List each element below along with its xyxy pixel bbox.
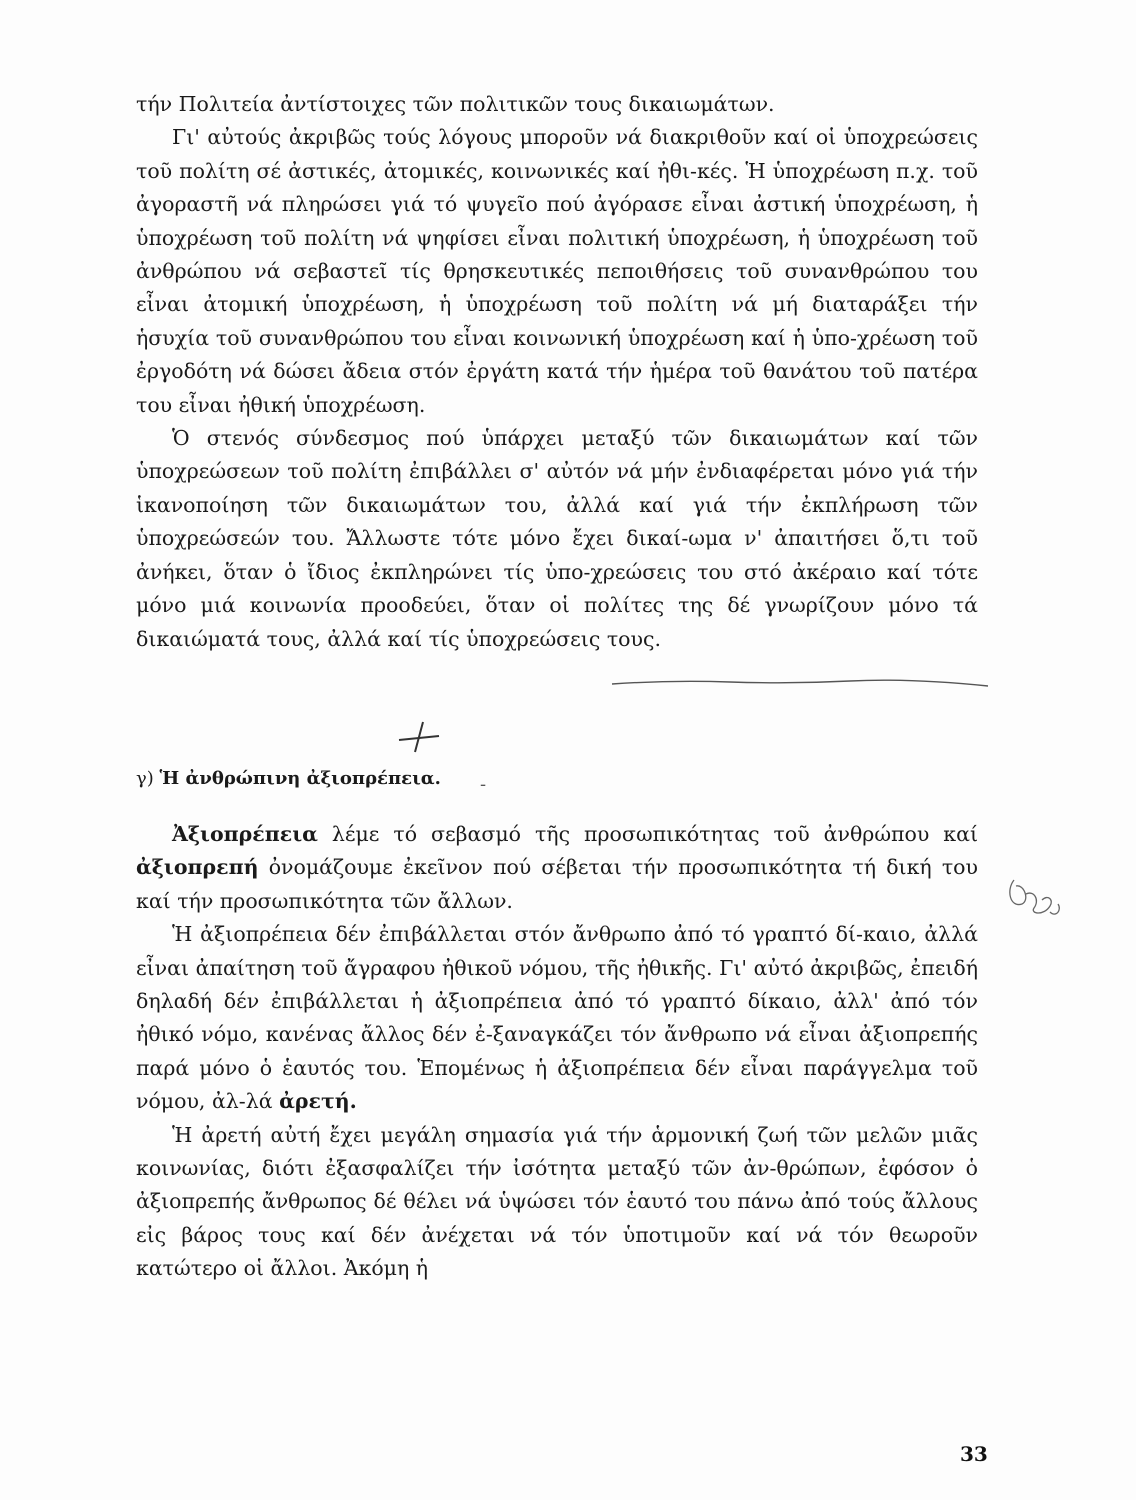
definition-middle: λέμε τό σεβασμό τῆς προσωπικότητας τοῦ ἀνθρώπου καί [317,822,978,846]
paragraph-continuation: τήν Πολιτεία ἀντίστοιχες τῶν πολιτικῶν τους δικαιωμάτων. [136,92,775,116]
paragraph-dignity-moral-law [136,918,978,1118]
section-heading [136,768,441,789]
paragraph-obligations-types: Γι' αὐτούς ἀκριβῶς τούς λόγους μποροῦν νά διακριθοῦν καί οἱ ὑποχρεώσεις τοῦ πολίτη σέ ἀστικές, ἀτομικές, κοινωνικές καί ἠθι-κές. Ἡ ὑποχρέωση π.χ. τοῦ ἀγοραστῆ νά πληρώσει γιά τό ψυγεῖο πού ἀγόρασε εἶναι ἀστική ὑποχρέωση, ἡ ὑποχρέωση τοῦ πολίτη νά ψηφίσει εἶναι πολιτική ὑποχρέωση, ἡ ὑποχρέωση τοῦ ἀνθρώπου νά σεβαστεῖ τίς θρησκευτικές πεποιθήσεις τοῦ συνανθρώπου του εἶναι ἀτομική ὑποχρέωση, ἡ ὑποχρέωση τοῦ πολίτη νά μή διαταράξει τήν ἡσυχία τοῦ συνανθρώπου του εἶναι κοινωνική ὑποχρέωση καί ἡ ὑπο-χρέωση τοῦ ἐργοδότη νά δώσει ἄδεια στόν ἐργάτη κατά τήν ἡμέρα τοῦ θανάτου τοῦ πατέρα του εἶναι ἠθική ὑποχρέωση. [136,125,978,417]
pencil-underline-mark [610,668,990,692]
definition-end: ὀνομάζουμε ἐκεῖνον πού σέβεται τήν προσωπικότητα τή δική του καί τήν προσωπικότητα τῶν ἄλλων. [136,855,978,913]
moral-law-text: Ἡ ἀξιοπρέπεια δέν ἐπιβάλλεται στόν ἄνθρωπο ἀπό τό γραπτό δί-καιο, ἀλλά εἶναι ἀπαίτηση τοῦ ἄγραφου ἠθικοῦ νόμου, τῆς ἠθικῆς. Γι' αὐτό ἀκριβῶς, ἐπειδή δηλαδή δέν ἐπιβάλλεται ἡ ἀξιοπρέπεια ἀπό τό γραπτό δίκαιο, ἀλλ' ἀπό τόν ἠθικό νόμο, κανένας ἄλλος δέν ἐ-ξαναγκάζει τόν ἄνθρωπο νά εἶναι ἀξιοπρεπής παρά μόνο ὁ ἑαυτός του. Ἑπομένως ἡ ἀξιοπρέπεια δέν εἶναι παράγγελμα τοῦ νόμου, ἀλ-λά [136,922,978,1114]
term-axioprepis: ἀξιοπρεπή [136,855,259,880]
margin-initials-scribble [1000,860,1070,930]
pencil-cross-mark [395,718,443,754]
page-number: 33 [960,1442,988,1466]
paragraph-dignity-definition [136,818,978,918]
paragraph-virtue-importance: Ἡ ἀρετή αὐτή ἔχει μεγάλη σημασία γιά τήν ἁρμονική ζωή τῶν μελῶν μιᾶς κοινωνίας, διότι ἐξασφαλίζει τήν ἰσότητα μεταξύ τῶν ἀν-θρώπων, ἐφόσον ὁ ἀξιοπρεπής ἄνθρωπος δέ θέλει νά ὑψώσει τόν ἑαυτό του πάνω ἀπό τούς ἄλλους εἰς βάρος τους καί δέν ἀνέχεται νά τόν ὑποτιμοῦν καί νά τόν θεωροῦν κατώτερο οἱ ἄλλοι. Ἀκόμη ἡ [136,1122,978,1281]
heading-title: Ἡ ἀνθρώπινη ἀξιοπρέπεια. [159,768,441,789]
body-text-top [136,88,978,656]
body-text-dignity [136,818,978,1286]
heading-dash: - [480,774,487,795]
paragraph-rights-obligations-link: Ὁ στενός σύνδεσμος πού ὑπάρχει μεταξύ τῶν δικαιωμάτων καί τῶν ὑποχρεώσεων τοῦ πολίτη ἐπιβάλλει σ' αὐτόν νά μήν ἐνδιαφέρεται μόνο γιά τήν ἱκανοποίηση τῶν δικαιωμάτων του, ἀλλά καί γιά τήν ἐκπλήρωση τῶν ὑποχρεώσεών του. Ἄλλωστε τότε μόνο ἔχει δικαί-ωμα ν' ἀπαιτήσει ὅ,τι τοῦ ἀνήκει, ὅταν ὁ ἴδιος ἐκπληρώνει τίς ὑπο-χρεώσεις του στό ἀκέραιο καί τότε μόνο μιά κοινωνία προοδεύει, ὅταν οἱ πολίτες της δέ γνωρίζουν μόνο τά δικαιώματά τους, ἀλλά καί τίς ὑποχρεώσεις τους. [136,426,978,651]
term-axioprepeia: Ἀξιοπρέπεια [172,822,318,846]
term-areti: ἀρετή. [279,1089,357,1114]
heading-prefix: γ) [136,768,154,789]
